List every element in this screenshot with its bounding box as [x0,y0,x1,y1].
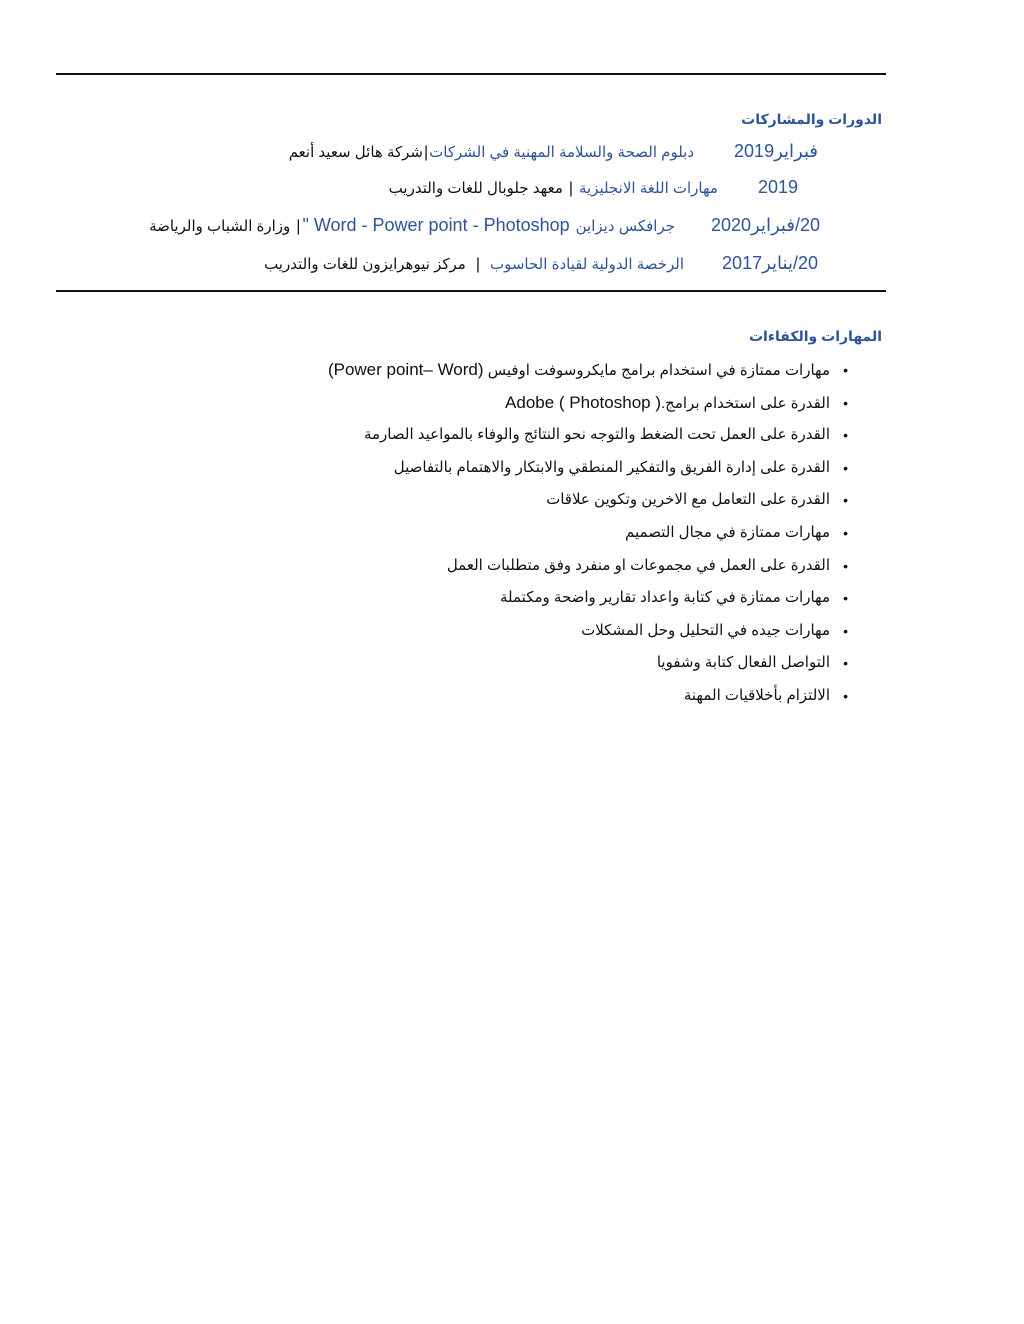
course-organization: شركة هائل سعيد أنعم [288,144,423,161]
skill-text: القدرة على إدارة الفريق والتفكير المنطقي والابتكار والاهتمام بالتفاصيل [393,458,830,476]
section-divider [56,290,886,292]
skill-text: مهارات ممتازة في كتابة واعداد تقارير واضحة ومكتملة [499,589,830,607]
course-name: دبلوم الصحة والسلامة المهنية في الشركات [429,144,695,161]
skill-latin-text: Adobe ( Photoshop ) [505,392,661,412]
course-separator: | [568,180,574,197]
bullet-icon: • [843,394,848,411]
skill-text: القدرة على استخدام برامج. [661,394,830,412]
skill-item [328,617,848,650]
skills-list [328,356,848,715]
course-row [289,141,818,165]
course-date: 2019 [757,177,798,197]
skill-text: الالتزام بأخلاقيات المهنة [683,686,830,704]
skill-latin-text: (Power point– Word) [327,360,484,379]
course-organization: معهد جلوبال للغات والتدريب [388,180,563,197]
skill-item [328,486,848,519]
skill-item [328,649,848,682]
course-row [389,177,818,201]
skill-item [328,519,848,552]
skill-text: القدرة على التعامل مع الاخرين وتكوين علاقات [546,491,830,509]
course-name: الرخصة الدولية لقيادة الحاسوب [489,256,685,273]
courses-section-title: الدورات والمشاركات [741,111,882,127]
course-separator: | [424,144,429,161]
course-separator: | [475,256,480,273]
course-date: 20/فبراير2020 [711,215,820,235]
course-date: فبراير2019 [734,141,818,161]
bullet-icon: • [843,622,848,639]
bullet-icon: • [843,524,848,541]
course-row [264,253,818,277]
top-divider [56,73,886,75]
bullet-icon: • [843,687,848,704]
bullet-icon: • [843,590,848,607]
skill-text: القدرة على العمل في مجموعات او منفرد وفق متطلبات العمل [446,556,830,574]
bullet-icon: • [843,459,848,476]
course-name: مهارات اللغة الانجليزية [579,180,718,197]
bullet-icon: • [843,362,848,378]
bullet-icon: • [843,655,848,672]
course-date: 20/يناير2017 [722,253,818,273]
bullet-icon: • [843,427,848,444]
skill-item [328,356,848,389]
bullet-icon: • [843,492,848,509]
course-organization: مركز نيوهرايزون للغات والتدريب [264,256,466,273]
course-separator: | [296,218,301,235]
bullet-icon: • [843,557,848,574]
skill-text: مهارات ممتازة في مجال التصميم [625,523,830,541]
skill-item [328,454,848,487]
course-row [149,215,820,239]
skill-item [328,584,848,617]
skill-text: مهارات جيده في التحليل وحل المشكلات [581,621,830,639]
skill-text: القدرة على العمل تحت الضغط والتوجه نحو النتائج والوفاء بالمواعيد الصارمة [363,426,830,444]
skill-item [328,389,848,422]
skill-text: مهارات ممتازة في استخدام برامج مايكروسوفت اوفيس [483,362,830,379]
skill-text: التواصل الفعال كتابة وشفويا [656,654,830,672]
skill-item [328,552,848,585]
skills-section-title: المهارات والكفاءات [748,328,882,344]
course-organization: وزارة الشباب والرياضة [149,218,291,235]
course-tools: " Word - Power point - Photoshop [302,215,570,235]
skill-item [328,421,848,454]
course-name: جرافكس ديزاين [575,218,675,235]
skill-item [328,682,848,715]
